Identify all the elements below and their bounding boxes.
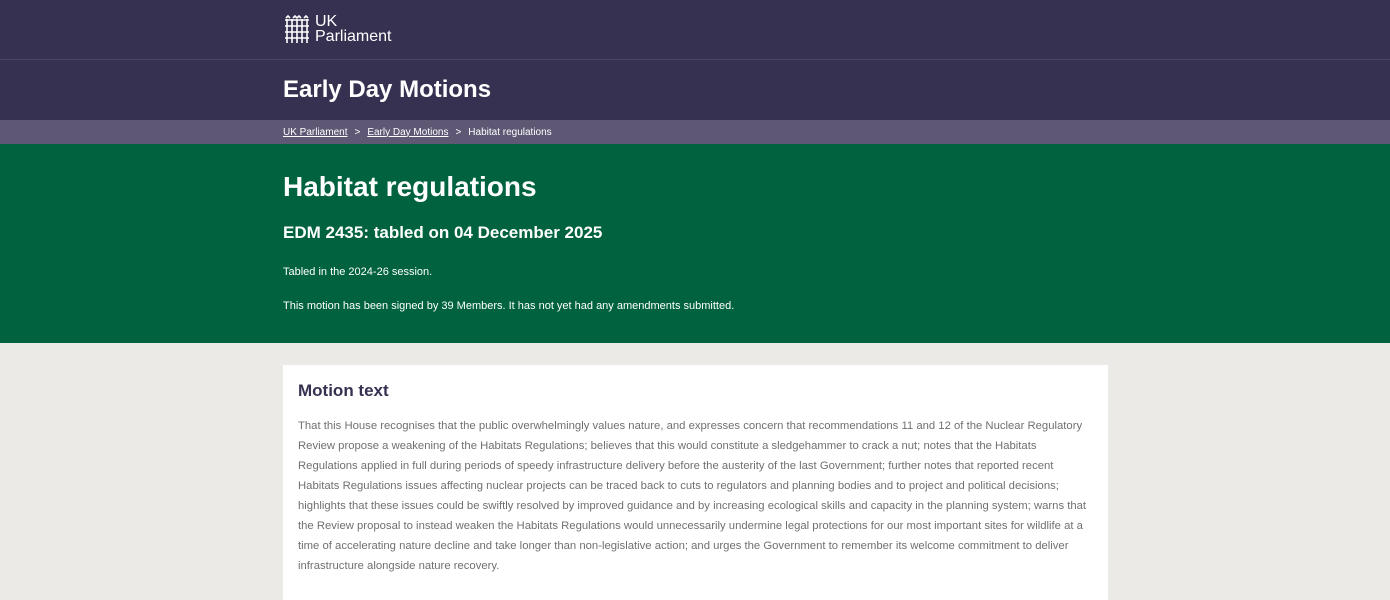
breadcrumb-link-uk-parliament[interactable]: UK Parliament [283, 126, 348, 138]
motion-subtitle: EDM 2435: tabled on 04 December 2025 [283, 223, 603, 242]
motion-text-card [283, 365, 1108, 600]
portcullis-icon [283, 14, 311, 44]
breadcrumb [283, 120, 1108, 144]
breadcrumb-bar [0, 120, 1390, 144]
motion-hero [0, 144, 1390, 343]
breadcrumb-current: Habitat regulations [468, 126, 552, 138]
uk-parliament-logo-link[interactable] [283, 0, 1108, 60]
chevron-right-icon: > [354, 126, 361, 138]
chevron-right-icon: > [455, 126, 462, 138]
motion-text-body: That this House recognises that the public overwhelmingly values nature, and expresses concern that recommendations 11 and 12 of the Nuclear Regulatory Review propose a weakening of the Habitats Regulations; believes that this would constitute a sledgehammer to crack a nut; notes that the Habitats Regulations applied in full during periods of speedy infrastructure delivery before the austerity of the last Government; further notes that reported recent Habitats Regulations issues affecting nuclear projects can be traced back to cuts to regulators and planning bodies and to project and political decisions; highlights that these issues could be swiftly resolved by improved guidance and by increasing ecological skills and capacity in the planning system; warns that the Review proposal to instead weaken the Habitats Regulations would unnecessarily undermine legal protections for our most important sites for wildlife at a time of accelerating nature decline and take longer than non-legislative action; and urges the Government to remember its welcome commitment to deliver infrastructure alongside nature recovery. [298, 420, 1087, 572]
section-header [0, 60, 1390, 120]
signature-info: This motion has been signed by 39 Members. It has not yet had any amendments submitted. [283, 300, 735, 312]
brand-line-uk: UK [315, 13, 338, 30]
site-header [0, 0, 1390, 60]
brand-line-parliament: Parliament [315, 28, 392, 45]
section-title[interactable]: Early Day Motions [283, 76, 492, 103]
brand-text [315, 14, 391, 44]
main-content [0, 343, 1390, 600]
breadcrumb-link-early-day-motions[interactable]: Early Day Motions [367, 126, 449, 138]
session-info: Tabled in the 2024-26 session. [283, 266, 433, 278]
motion-text-heading: Motion text [298, 381, 389, 400]
motion-title: Habitat regulations [283, 171, 537, 202]
